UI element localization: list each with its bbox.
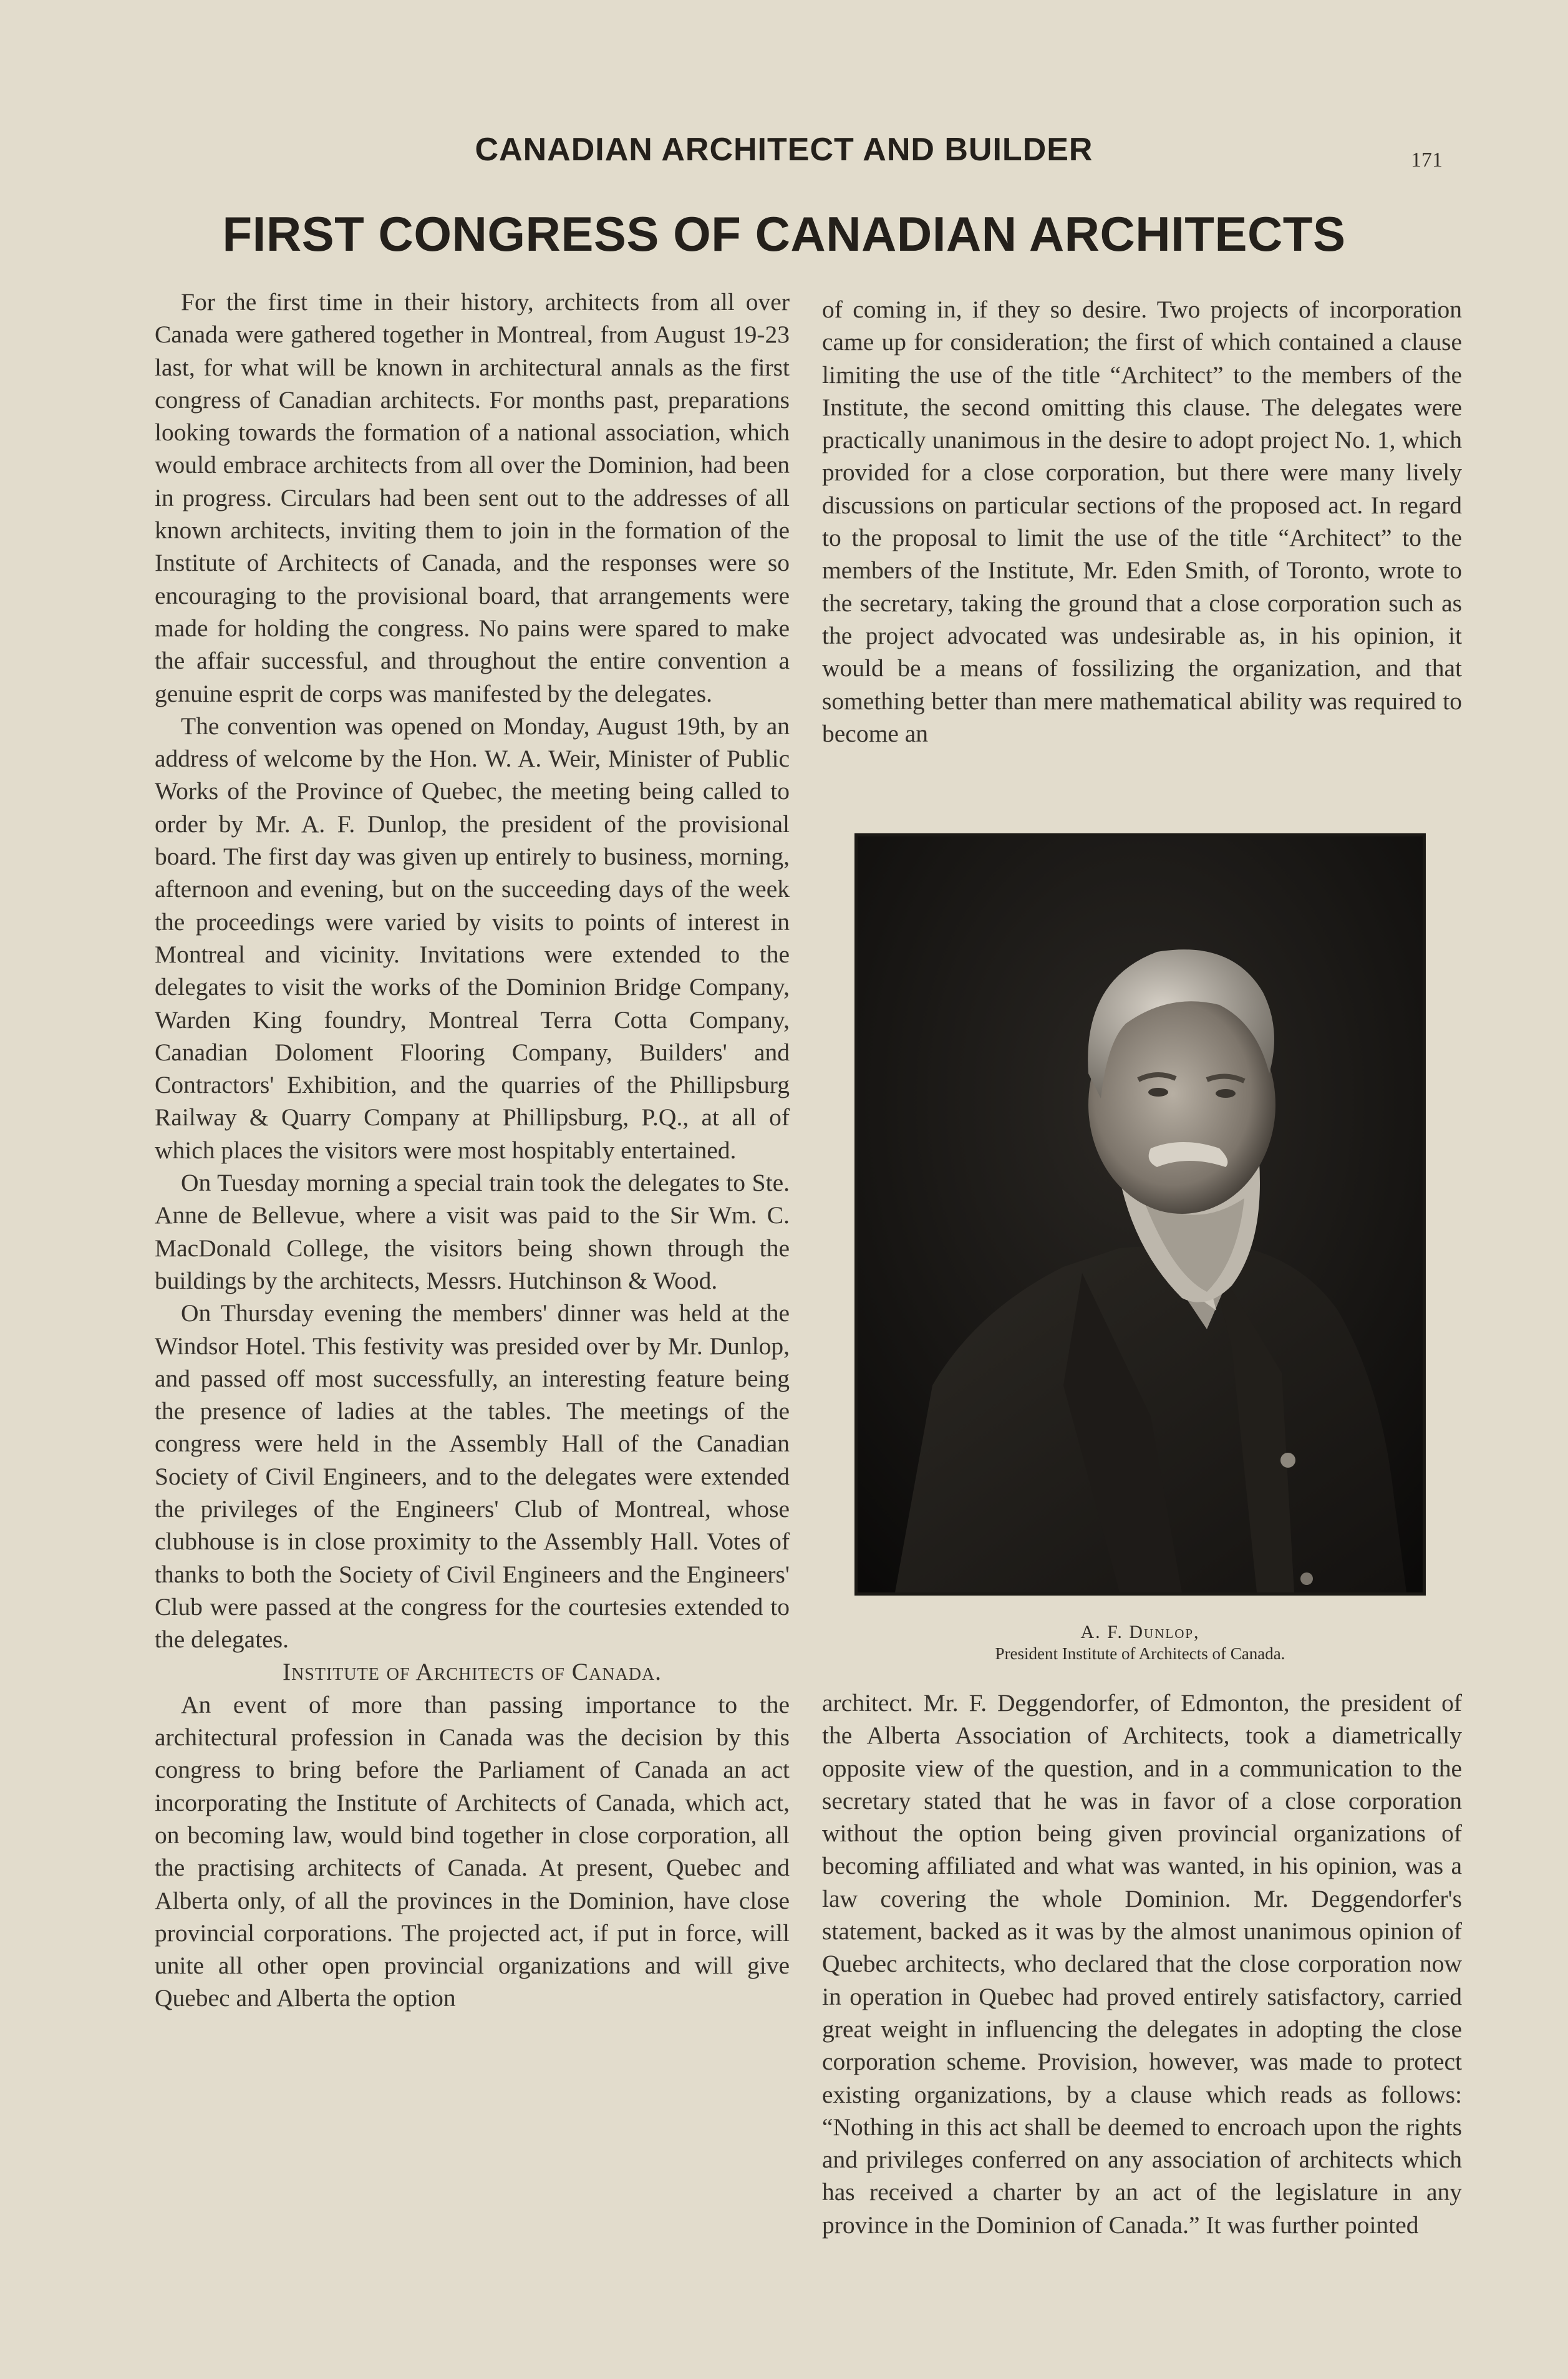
- portrait-illustration: [858, 836, 1423, 1592]
- photo-caption-name: A. F. Dunlop,: [1080, 1622, 1200, 1642]
- paragraph: On Thursday evening the members' dinner was held at the Windsor Hotel. This festivity was presided over by Mr. Dunlop, and passed off most successfully, an interesting feature being the presence of ladies at the tables. The meetings of the congress were held in the Assembly Hall of the Canadian Society of Civil Engineers, and to the delegates were extended the privileges of the Engineers' Club of Montreal, whose clubhouse is in close proximity to the Assembly Hall. Votes of thanks to both the Society of Civil Engineers and the Engineers' Club were passed at the congress for the courtesies extended to the delegates.: [155, 1299, 790, 1654]
- article-title: FIRST CONGRESS OF CANADIAN ARCHITECTS: [222, 206, 1346, 261]
- photo-caption-role: President Institute of Architects of Canada.: [995, 1644, 1285, 1663]
- right-column-bottom: [822, 1687, 1462, 2241]
- paragraph: An event of more than passing importance to the architectural profession in Canada was the decision by this congress to bring before the Parliament of Canada an act incorporating the Institute of Architects of Canada, which act, on becoming law, would bind together in close corporation, all the practising architects of Canada. At present, Quebec and Alberta only, of all the provinces in the Dominion, have close provincial corporations. The projected act, if put in force, will unite all other open provincial organizations and will give Quebec and Alberta the option: [155, 1690, 790, 2012]
- paragraph: of coming in, if they so desire. Two projects of incorporation came up for consideration; the first of which contained a clause limiting the use of the title “Architect” to the members of the Institute, the second omitting this clause. The delegates were practically unanimous in the desire to adopt project No. 1, which provided for a close corporation, but there were many lively discussions on particular sections of the proposed act. In regard to the proposal to limit the use of the title “Architect” to the members of the Institute, Mr. Eden Smith, of Toronto, wrote to the secretary, taking the ground that a close corporation such as the project advocated was undesirable as, in his opinion, it would be a means of fossilizing the organization, and that something better than mere mathematical ability was required to become an: [822, 296, 1462, 747]
- running-head: CANADIAN ARCHITECT AND BUILDER: [475, 132, 1093, 168]
- portrait-photo: [854, 833, 1426, 1596]
- paragraph: architect. Mr. F. Deggendorfer, of Edmonton, the president of the Alberta Association of Architects, took a diametrically opposite view of the question, and in a communication to the secretary stated that he was in favor of a close corporation without the option being given provincial organizations of becoming affiliated and what was wanted, in his opinion, was a law covering the whole Dominion. Mr. Deggendorfer's statement, backed as it was by the almost unanimous opinion of Quebec architects, who declared that the close corporation now in operation in Quebec had proved entirely satisfactory, carried great weight in influencing the delegates in adopting the close corporation scheme. Provision, however, was made to protect existing organizations, by a clause which reads as follows: “Nothing in this act shall be deemed to encroach upon the rights and privileges conferred on any association of architects which has received a charter by an act of the legislature in any province in the Dominion of Canada.” It was further pointed: [822, 1689, 1462, 2239]
- paragraph: On Tuesday morning a special train took the delegates to Ste. Anne de Bellevue, where a visit was paid to the Sir Wm. C. MacDonald College, the visitors being shown through the buildings by the architects, Messrs. Hutchinson & Wood.: [155, 1169, 790, 1294]
- paragraph: For the first time in their history, architects from all over Canada were gathered together in Montreal, from August 19-23 last, for what will be known in architectural annals as the first congress of Canadian architects. For months past, preparations looking towards the formation of a national association, which would embrace architects from all over the Dominion, had been in progress. Circulars had been sent out to the addresses of all known architects, inviting them to join in the formation of the Institute of Architects of Canada, and the responses were so encouraging to the provisional board, that arrangements were made for holding the congress. No pains were spared to make the affair successful, and throughout the entire convention a genuine esprit de corps was manifested by the delegates.: [155, 288, 790, 707]
- paragraph: The convention was opened on Monday, August 19th, by an address of welcome by the Hon. W. A. Weir, Minister of Public Works of the Province of Quebec, the meeting being called to order by Mr. A. F. Dunlop, the president of the provisional board. The first day was given up entirely to business, morning, afternoon and evening, but on the succeeding days of the week the proceedings were varied by visits to points of interest in Montreal and vicinity. Invitations were extended to the delegates to visit the works of the Dominion Bridge Company, Warden King foundry, Montreal Terra Cotta Company, Canadian Doloment Flooring Company, Builders' and Contractors' Exhibition, and the quarries of the Phillipsburg Railway & Quarry Company at Phillipsburg, P.Q., at all of which places the visitors were most hospitably entertained.: [155, 712, 790, 1164]
- left-column: [155, 286, 790, 2015]
- page-number: 171: [1411, 148, 1443, 172]
- section-subhead: Institute of Architects of Canada.: [282, 1658, 662, 1686]
- right-column-top: [822, 293, 1462, 750]
